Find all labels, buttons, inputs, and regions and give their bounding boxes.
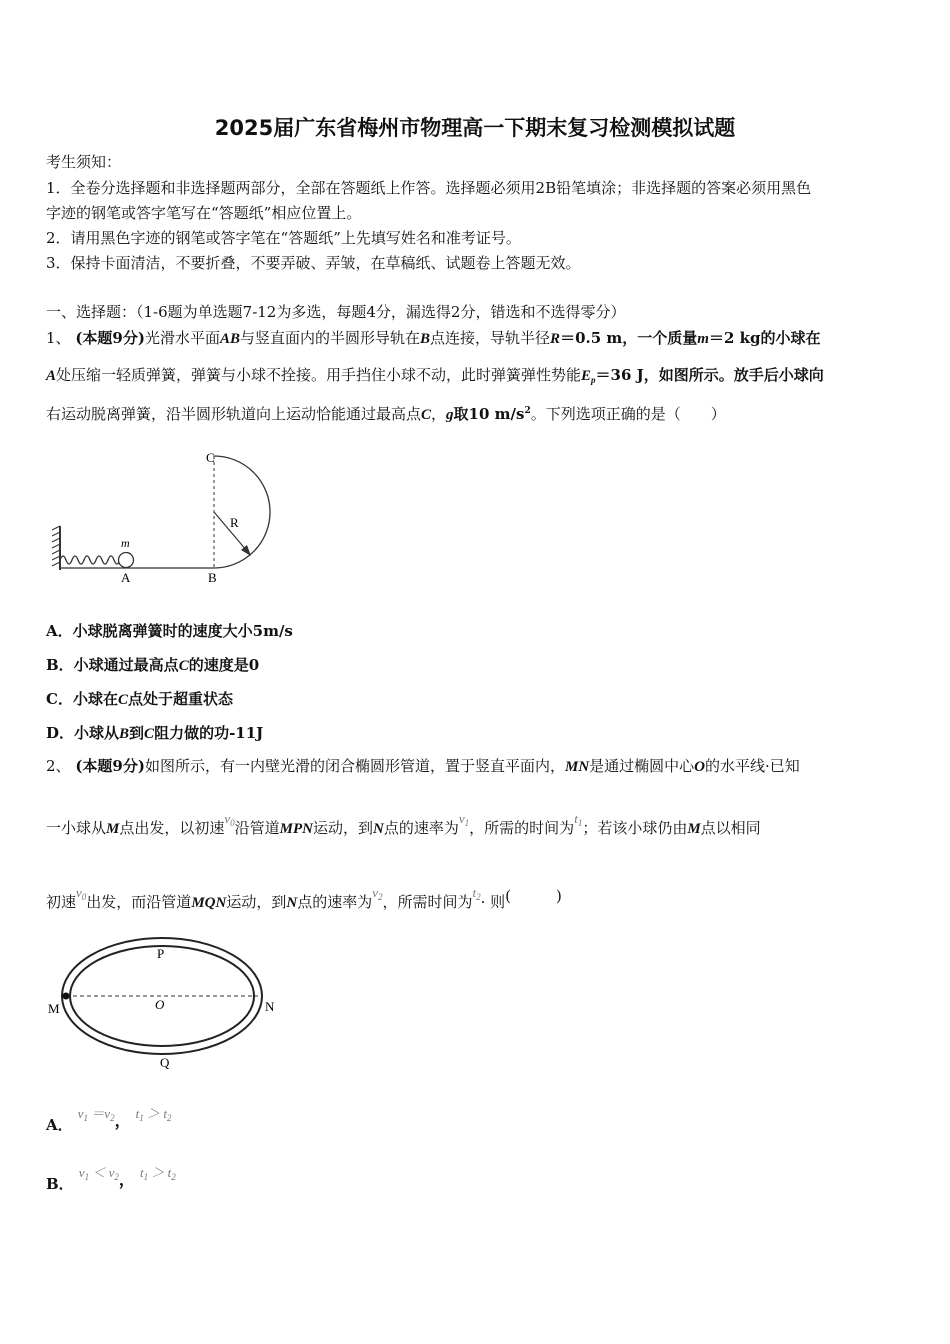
wall-icon [52, 526, 60, 570]
q2-text: ，所需时间为 [382, 893, 473, 911]
q2-option-a[interactable] [46, 1100, 172, 1134]
label-p: P [157, 946, 165, 961]
q2-math-v2: $v_2$ [372, 885, 383, 902]
q2-math-v0: $v_0$ [224, 811, 235, 828]
q1-option-b-text: B．小球通过最高点 [46, 656, 179, 674]
q2-math-v1: $v_1$ [458, 811, 470, 828]
label-a: A [121, 570, 131, 585]
q1-option-d-var: C [144, 726, 155, 742]
q2-var-m: M [106, 821, 120, 837]
notice-item-1-cont: 字迹的钢笔或答字笔写在“答题纸”相应位置上。 [46, 204, 362, 222]
page-title: 2025届广东省梅州市物理高一下期末复习检测模拟试题 [214, 116, 736, 140]
q2-option-b-label: B． [46, 1175, 74, 1193]
label-c: C [206, 450, 215, 465]
q1-option-b-text: 的速度是0 [188, 656, 260, 674]
q2-option-b-math: $v_1 < v_2$ [78, 1165, 119, 1182]
q2-var-mqn: MQN [191, 895, 227, 911]
q2-text: ；若该小球仍由 [582, 819, 688, 837]
q2-text: 运动，到 [226, 893, 287, 911]
q1-var-g: g [446, 407, 454, 423]
q2-figure [40, 930, 290, 1075]
q2-var-o: O [694, 759, 706, 775]
q1-option-c[interactable] [46, 688, 233, 709]
q2-text: ，所需的时间为 [469, 819, 575, 837]
q1-line-2 [46, 365, 824, 390]
q1-option-d[interactable] [46, 722, 263, 743]
q1-option-d-text: D．小球从 [46, 724, 120, 742]
label-m: M [48, 1001, 60, 1016]
q2-var-n: N [373, 821, 384, 837]
q1-var-r: R [550, 331, 561, 347]
q1-var-e: E [581, 368, 592, 384]
q2-text: 一小球从 [46, 819, 107, 837]
q2-text: 点出发，以初速 [119, 819, 225, 837]
q2-option-b-math-2: $t_1 > t_2$ [139, 1165, 176, 1182]
q2-text: 的水平线·已知 [705, 757, 800, 775]
q2-option-a-math-2: $t_1 > t_2$ [135, 1106, 172, 1123]
label-n: N [265, 999, 275, 1014]
q1-text: 光滑水平面 [144, 329, 220, 347]
q1-option-c-var: C [117, 692, 128, 708]
q2-math-t2: $t_2$ [472, 885, 481, 902]
q1-var-ab: AB [219, 331, 240, 347]
q1-text: ， [431, 405, 447, 423]
q1-var-a: A [46, 368, 57, 384]
q2-var-n: N [286, 895, 298, 911]
notice-item-2: 2．请用黑色字迹的钢笔或答字笔在“答题纸”上先填写姓名和准考证号。 [46, 229, 521, 247]
label-r: R [230, 515, 239, 530]
q1-text: 处压缩一轻质弹簧，弹簧与小球不拴接。用手挡住小球不动，此时弹簧弹性势能 [56, 366, 582, 384]
q2-text: 初速 [46, 893, 77, 911]
notice-item-3: 3．保持卡面清洁，不要折叠，不要弄破、弄皱，在草稿纸、试题卷上答题无效。 [46, 254, 581, 272]
notice-heading: 考生须知： [46, 153, 122, 171]
q1-option-b-var: C [178, 658, 189, 674]
q1-text: 与竖直面内的半圆形导轨在 [240, 329, 421, 347]
q2-text: · 则 [480, 893, 506, 911]
q2-option-a-math: $v_1 =v_2$ [77, 1106, 115, 1123]
q2-text: 出发，而沿管道 [86, 893, 192, 911]
q2-text: 点的速率为 [383, 819, 459, 837]
q1-var-e-sub: p [591, 375, 596, 385]
q1-var-m: m [697, 331, 709, 347]
q2-math-t1: $t_1$ [574, 811, 583, 828]
q2-points: (本题9分) [75, 757, 145, 775]
q1-points: (本题9分) [75, 329, 145, 347]
q2-option-b[interactable] [46, 1159, 176, 1193]
q1-exponent: 2 [524, 406, 531, 416]
label-b: B [208, 570, 217, 585]
q1-text: 。下列选项正确的是（ ） [530, 405, 726, 423]
q1-option-c-text: C．小球在 [46, 690, 118, 708]
q2-var-mn: MN [564, 759, 590, 775]
radius-arrowhead-icon [241, 545, 251, 556]
q2-text: 点的速率为 [297, 893, 373, 911]
q1-option-d-text: 阻力做的功-11J [154, 724, 264, 742]
q1-line-1 [46, 328, 820, 349]
q2-line-2 [46, 811, 761, 843]
q1-var-b: B [420, 331, 431, 347]
label-m: m [121, 536, 130, 550]
q1-text: ＝0.5 m，一个质量 [560, 329, 698, 347]
q2-option-a-comma: ， [114, 1111, 131, 1130]
q2-text: 沿管道 [234, 819, 280, 837]
q2-number: 2、 [46, 757, 71, 775]
q2-math-v0: $v_0$ [76, 885, 87, 902]
q2-text: 运动，到 [313, 819, 374, 837]
q1-option-d-text: 到 [129, 724, 145, 742]
q2-line-1 [46, 756, 800, 777]
q1-option-d-var: B [119, 726, 130, 742]
section-heading: 一、选择题：（1-6题为单选题7-12为多选，每题4分，漏选得2分，错选和不选得零分） [46, 303, 626, 321]
q2-answer-paren: ( ) [505, 887, 562, 905]
q2-line-3 [46, 885, 562, 917]
q1-text: 右运动脱离弹簧，沿半圆形轨道向上运动恰能通过最高点 [46, 405, 422, 423]
q2-text: 如图所示，有一内壁光滑的闭合椭圆形管道，置于竖直平面内， [144, 757, 565, 775]
q2-var-m: M [687, 821, 701, 837]
q1-text: 取10 m/s [453, 405, 525, 423]
label-q: Q [160, 1055, 170, 1070]
q2-text: 是通过椭圆中心 [589, 757, 695, 775]
q2-text: 点以相同 [700, 819, 761, 837]
q1-text: ＝36 J，如图所示。放手后小球向 [595, 366, 824, 384]
semicircle-track [214, 456, 270, 568]
q1-option-c-text: 点处于超重状态 [127, 690, 233, 708]
notice-item-1: 1．全卷分选择题和非选择题两部分，全部在答题纸上作答。选择题必须用2B铅笔填涂；非选择题的答案必须用黑色 [46, 179, 812, 197]
q1-line-3 [46, 401, 726, 425]
q2-option-b-comma: ， [118, 1170, 135, 1189]
q1-figure [40, 440, 280, 590]
q2-option-a-label: A． [46, 1116, 73, 1134]
ball-icon [63, 993, 70, 1000]
q1-option-b[interactable] [46, 654, 259, 675]
q1-number: 1、 [46, 329, 71, 347]
q1-option-a[interactable]: A．小球脱离弹簧时的速度大小5m/s [46, 622, 293, 640]
q1-text: 点连接，导轨半径 [430, 329, 551, 347]
q1-text: ＝2 kg的小球在 [708, 329, 821, 347]
q1-var-c: C [421, 407, 432, 423]
label-o: O [155, 997, 165, 1012]
ball-icon [119, 553, 134, 568]
q2-var-mpn: MPN [279, 821, 314, 837]
